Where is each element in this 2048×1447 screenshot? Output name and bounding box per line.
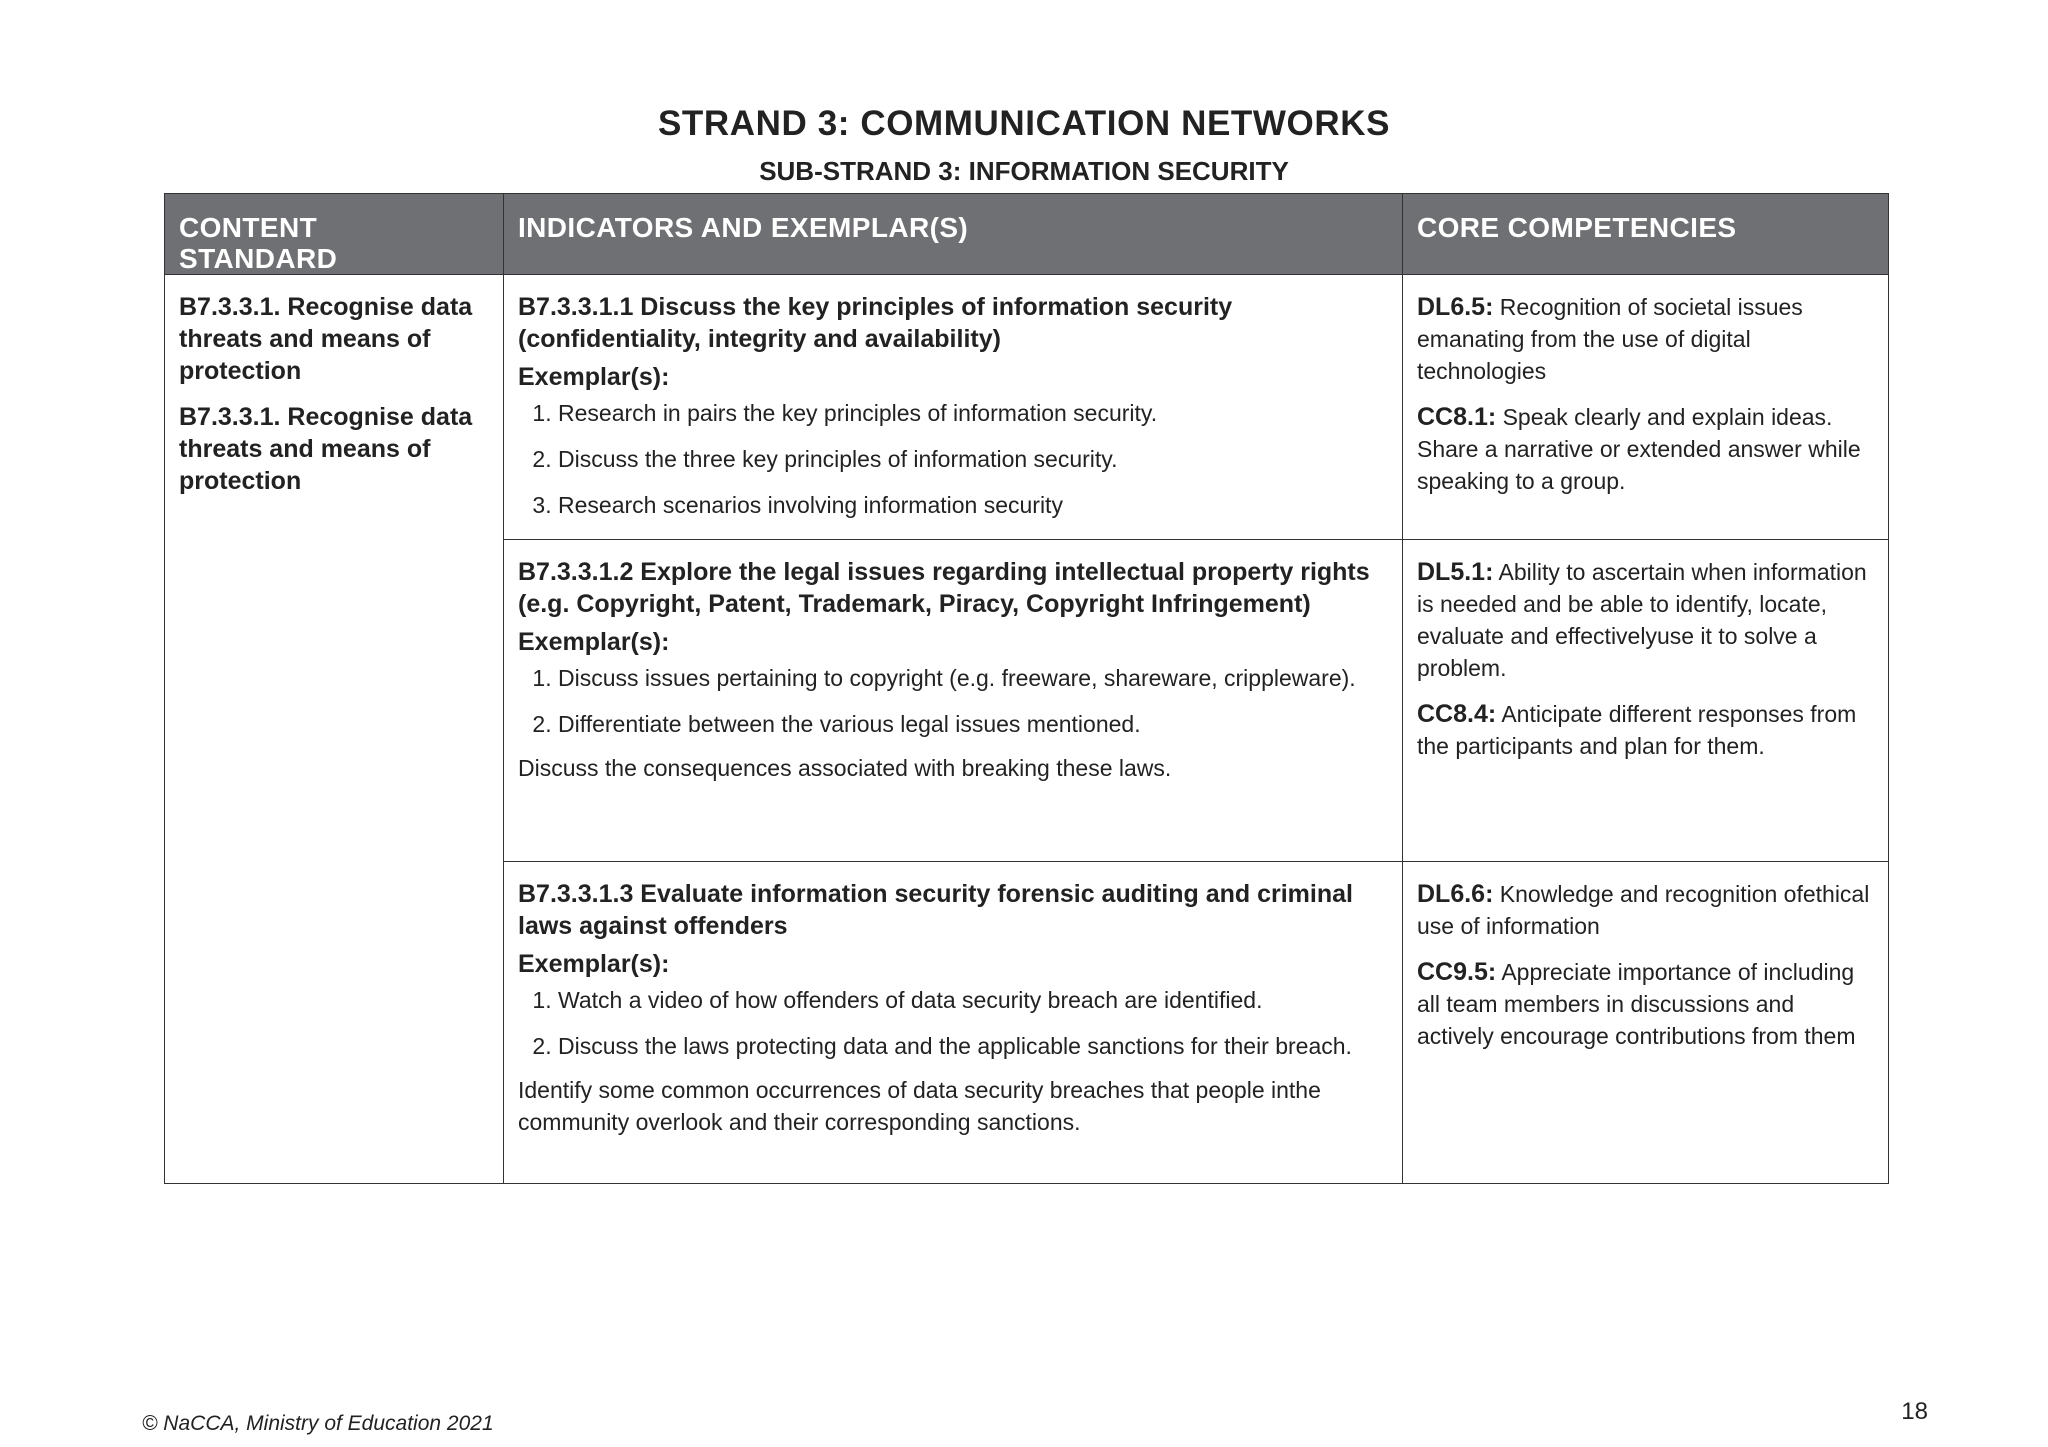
indicator-title: B7.3.3.1.1 Discuss the key principles of information security (confidentiality, integrity and availability) xyxy=(518,293,1233,353)
header-content-standard xyxy=(165,194,504,275)
table-header-row xyxy=(165,194,1889,275)
competency-code: CC8.1: xyxy=(1417,403,1497,431)
competency-entry xyxy=(1417,878,1876,942)
exemplar-item: 1. Discuss issues pertaining to copyright (e.g. freeware, shareware, crippleware). xyxy=(558,662,1390,694)
page-title: STRAND 3: COMMUNICATION NETWORKS xyxy=(657,104,1391,143)
competency-code: DL5.1: xyxy=(1417,558,1494,586)
indicator-cell xyxy=(504,862,1403,1184)
content-standard-cell xyxy=(165,275,504,1184)
competency-text: Speak clearly and explain ideas. Share a narrative or extended answer while speaking to a group. xyxy=(1417,404,1861,494)
competency-entry xyxy=(1417,401,1876,497)
competency-text: Knowledge and recognition ofethical use of information xyxy=(1417,881,1870,939)
competency-cell xyxy=(1403,275,1889,540)
competency-code: DL6.5: xyxy=(1417,293,1494,321)
exemplar-item: 2. Discuss the laws protecting data and the applicable sanctions for their breach. xyxy=(558,1030,1390,1062)
exemplar-label: Exemplar(s): xyxy=(518,363,670,391)
competency-entry xyxy=(1417,291,1876,387)
exemplar-label: Exemplar(s): xyxy=(518,628,670,656)
competency-entry xyxy=(1417,698,1876,762)
competency-text: Anticipate different responses from the participants and plan for them. xyxy=(1417,701,1857,759)
indicator-note: Discuss the consequences associated with breaking these laws. xyxy=(518,755,1172,781)
competency-text: Appreciate importance of including all team members in discussions and actively encourage contributions from them xyxy=(1417,959,1856,1049)
competency-entry xyxy=(1417,556,1876,684)
indicator-title: B7.3.3.1.2 Explore the legal issues regarding intellectual property rights (e.g. Copyright, Patent, Trademark, Piracy, Copyright Infringement) xyxy=(518,558,1370,618)
page-number: 18 xyxy=(1901,1398,1928,1425)
exemplar-item: 1. Watch a video of how offenders of data security breach are identified. xyxy=(558,984,1390,1016)
exemplar-label: Exemplar(s): xyxy=(518,950,670,978)
exemplar-item: 3. Research scenarios involving information security xyxy=(558,489,1390,521)
indicator-cell xyxy=(504,540,1403,862)
exemplar-list xyxy=(518,662,1390,740)
exemplar-item: 2. Differentiate between the various legal issues mentioned. xyxy=(558,708,1390,740)
competency-entry xyxy=(1417,956,1876,1052)
indicator-title: B7.3.3.1.3 Evaluate information security forensic auditing and criminal laws against offenders xyxy=(518,880,1353,940)
exemplar-list xyxy=(518,397,1390,521)
competency-text: Recognition of societal issues emanating from the use of digital technologies xyxy=(1417,294,1803,384)
competency-cell xyxy=(1403,540,1889,862)
footer-copyright: © NaCCA, Ministry of Education 2021 xyxy=(142,1412,494,1435)
header-core-competencies: CORE COMPETENCIES xyxy=(1403,194,1889,275)
content-standard-item: B7.3.3.1. Recognise data threats and means of protection xyxy=(179,293,473,385)
exemplar-item: 2. Discuss the three key principles of information security. xyxy=(558,443,1390,475)
content-standard-item: B7.3.3.1. Recognise data threats and means of protection xyxy=(179,403,473,495)
header-content-standard-line1: CONTENT xyxy=(179,212,318,243)
indicator-note: Identify some common occurrences of data security breaches that people inthe community overlook and their corresponding sanctions. xyxy=(518,1077,1321,1135)
page-subtitle: SUB-STRAND 3: INFORMATION SECURITY xyxy=(759,156,1289,186)
competency-text: Ability to ascertain when information is needed and be able to identify, locate, evaluate and effectivelyuse it to solve a problem. xyxy=(1417,559,1867,681)
table-row xyxy=(165,275,1889,540)
curriculum-table xyxy=(164,193,1889,1184)
exemplar-list xyxy=(518,984,1390,1062)
competency-code: CC9.5: xyxy=(1417,958,1497,986)
competency-cell xyxy=(1403,862,1889,1184)
header-content-standard-line2: STANDARD xyxy=(179,243,338,274)
competency-code: DL6.6: xyxy=(1417,880,1494,908)
indicator-cell xyxy=(504,275,1403,540)
header-indicators: INDICATORS AND EXEMPLAR(S) xyxy=(504,194,1403,275)
competency-code: CC8.4: xyxy=(1417,700,1497,728)
exemplar-item: 1. Research in pairs the key principles of information security. xyxy=(558,397,1390,429)
